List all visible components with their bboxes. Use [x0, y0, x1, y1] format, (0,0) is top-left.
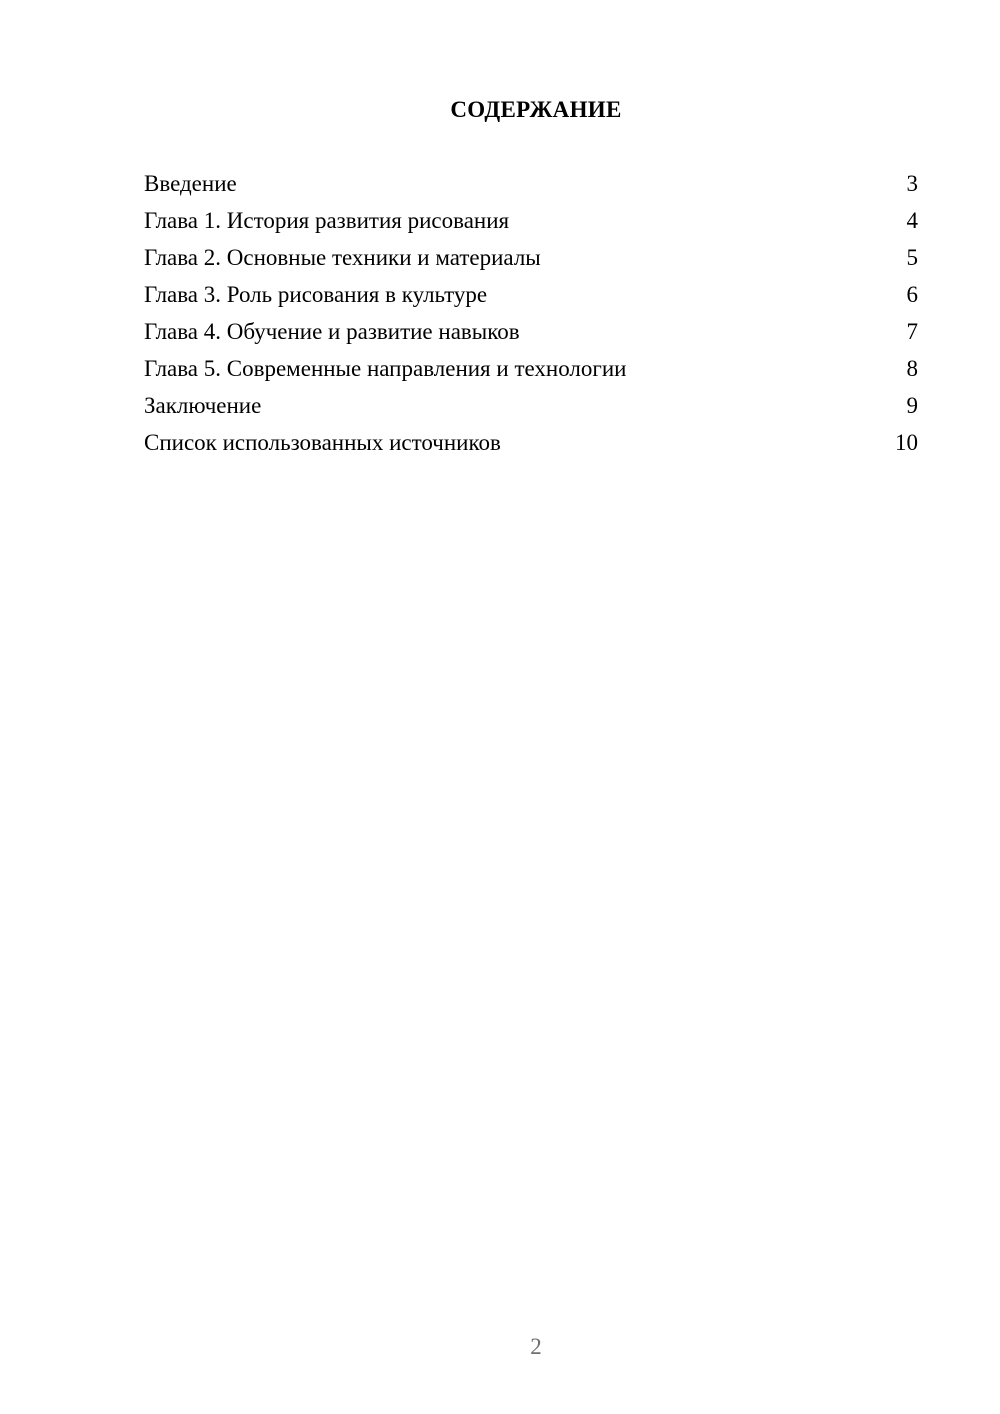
- toc-entry-chapter-3[interactable]: [144, 279, 918, 316]
- toc-entry-conclusion[interactable]: [144, 390, 918, 427]
- toc-entry-label: Глава 3. Роль рисования в культуре: [144, 282, 488, 307]
- toc-entry-introduction[interactable]: [144, 168, 918, 205]
- toc-entry-page: 8: [906, 356, 918, 381]
- toc-entry-page: 6: [906, 282, 918, 307]
- table-of-contents: [144, 168, 918, 464]
- toc-entry-page: 3: [906, 171, 918, 196]
- toc-entry-label: Список использованных источников: [144, 430, 501, 455]
- toc-entry-references[interactable]: [144, 427, 918, 464]
- toc-entry-page: 7: [906, 319, 918, 344]
- toc-entry-page: 10: [895, 430, 918, 455]
- toc-entry-chapter-5[interactable]: [144, 353, 918, 390]
- toc-entry-label: Глава 2. Основные техники и материалы: [144, 245, 541, 270]
- page-title: СОДЕРЖАНИЕ: [450, 97, 622, 122]
- toc-entry-label: Заключение: [144, 393, 262, 418]
- toc-entry-chapter-2[interactable]: [144, 242, 918, 279]
- toc-entry-page: 4: [906, 208, 918, 233]
- toc-entry-page: 5: [906, 245, 918, 270]
- toc-entry-label: Глава 4. Обучение и развитие навыков: [144, 319, 520, 344]
- toc-entry-label: Введение: [144, 171, 237, 196]
- toc-entry-chapter-4[interactable]: [144, 316, 918, 353]
- toc-entry-label: Глава 5. Современные направления и технологии: [144, 356, 627, 381]
- toc-entry-chapter-1[interactable]: [144, 205, 918, 242]
- page-number: 2: [530, 1334, 542, 1359]
- toc-entry-label: Глава 1. История развития рисования: [144, 208, 510, 233]
- toc-entry-page: 9: [906, 393, 918, 418]
